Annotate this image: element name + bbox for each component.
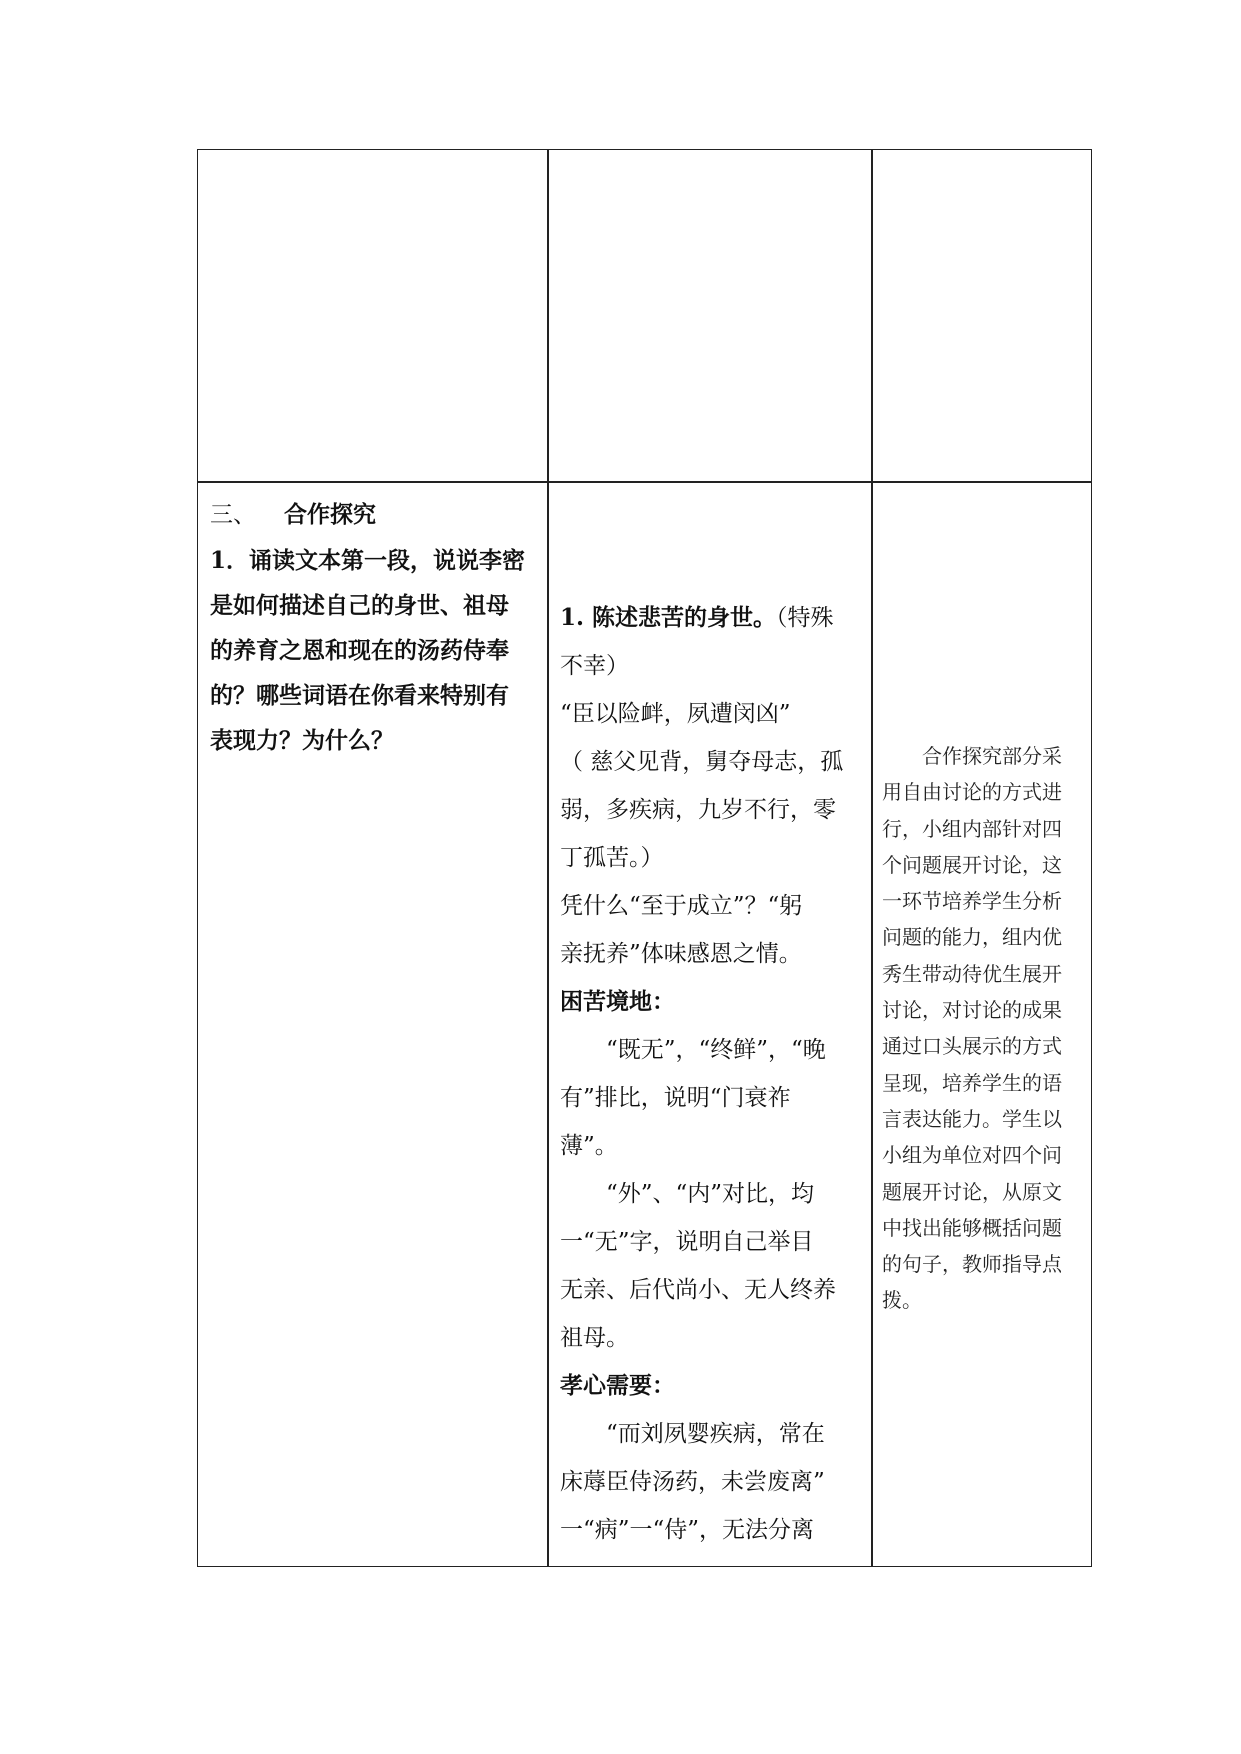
top-right-empty-cell xyxy=(871,149,1092,483)
answer-line: 不幸） xyxy=(560,653,629,679)
answer-text xyxy=(560,594,866,1554)
answer-line: “臣以险衅，夙遭闵凶” xyxy=(560,701,791,727)
design-intent-cell xyxy=(871,481,1092,1567)
intent-line: 用自由讨论的方式进 xyxy=(882,780,1062,805)
top-left-empty-cell xyxy=(197,149,549,483)
answer-line: “既无”，“终鲜”，“晚 xyxy=(560,1037,826,1063)
subsection-title-hardship: 困苦境地： xyxy=(560,988,675,1015)
answer-line: （ 慈父见背，舅夺母志，孤 xyxy=(560,749,844,775)
activity-text xyxy=(210,492,540,763)
answer-line: 弱，多疾病，九岁不行，零 xyxy=(560,797,836,823)
intent-line: 秀生带动待优生展开 xyxy=(882,961,1062,986)
answer-line: 床蓐臣侍汤药，未尝废离” xyxy=(560,1469,825,1495)
intent-line: 言表达能力。学生以 xyxy=(882,1106,1062,1131)
intent-line: 拨。 xyxy=(882,1288,922,1313)
intent-line: 行，小组内部针对四 xyxy=(882,816,1062,841)
intent-line: 呈现，培养学生的语 xyxy=(882,1070,1062,1095)
answer-line: 亲抚养”体味感恩之情。 xyxy=(560,941,802,967)
intent-line: 合作探究部分采 xyxy=(882,744,1062,768)
answer-line: 祖母。 xyxy=(560,1325,629,1351)
lesson-plan-table xyxy=(197,149,1092,1567)
answer-item-1 xyxy=(560,594,866,642)
top-middle-empty-cell xyxy=(547,149,873,483)
answer-line: 无亲、后代尚小、无人终养 xyxy=(560,1277,836,1303)
subsection-title-filial: 孝心需要： xyxy=(560,1372,675,1399)
activity-cell xyxy=(197,481,549,1567)
design-intent-text xyxy=(882,738,1086,1319)
section-heading xyxy=(210,492,540,538)
question-line: 的养育之恩和现在的汤药侍奉 xyxy=(210,637,509,664)
question-line: 表现力？为什么？ xyxy=(210,727,394,754)
answer-cell xyxy=(547,481,873,1567)
intent-line: 小组为单位对四个问 xyxy=(882,1143,1062,1168)
answer-line: 一“无”字，说明自己举目 xyxy=(560,1229,814,1255)
answer-item-1-title: 1. 陈述悲苦的身世。 xyxy=(560,604,777,631)
intent-line: 问题的能力，组内优 xyxy=(882,925,1062,950)
answer-line: 有”排比，说明“门衰祚 xyxy=(560,1085,791,1111)
answer-line: “而刘夙婴疾病，常在 xyxy=(560,1421,825,1447)
intent-line: 中找出能够概括问题 xyxy=(882,1215,1062,1240)
section-title: 合作探究 xyxy=(284,501,376,528)
intent-line: 个问题展开讨论，这 xyxy=(882,852,1062,877)
answer-item-1-note: （特殊 xyxy=(776,605,834,631)
section-number: 三、 xyxy=(210,502,256,528)
answer-line: 薄”。 xyxy=(560,1133,618,1159)
answer-line: 凭什么“至于成立”？“躬 xyxy=(560,893,803,919)
intent-line: 题展开讨论，从原文 xyxy=(882,1179,1062,1204)
answer-line: 一“病”一“侍”，无法分离 xyxy=(560,1517,815,1543)
question-line: 的？哪些词语在你看来特别有 xyxy=(210,682,509,709)
question-line: 是如何描述自己的身世、祖母 xyxy=(210,592,509,619)
answer-line: “外”、“内”对比，均 xyxy=(560,1181,815,1207)
answer-line: 丁孤苦。） xyxy=(560,845,664,871)
intent-line: 讨论，对讨论的成果 xyxy=(882,998,1062,1023)
intent-line: 的句子，教师指导点 xyxy=(882,1252,1062,1277)
intent-line: 一环节培养学生分析 xyxy=(882,889,1062,914)
intent-line: 通过口头展示的方式 xyxy=(882,1034,1062,1059)
question-line: 1．诵读文本第一段，说说李密 xyxy=(210,547,526,574)
